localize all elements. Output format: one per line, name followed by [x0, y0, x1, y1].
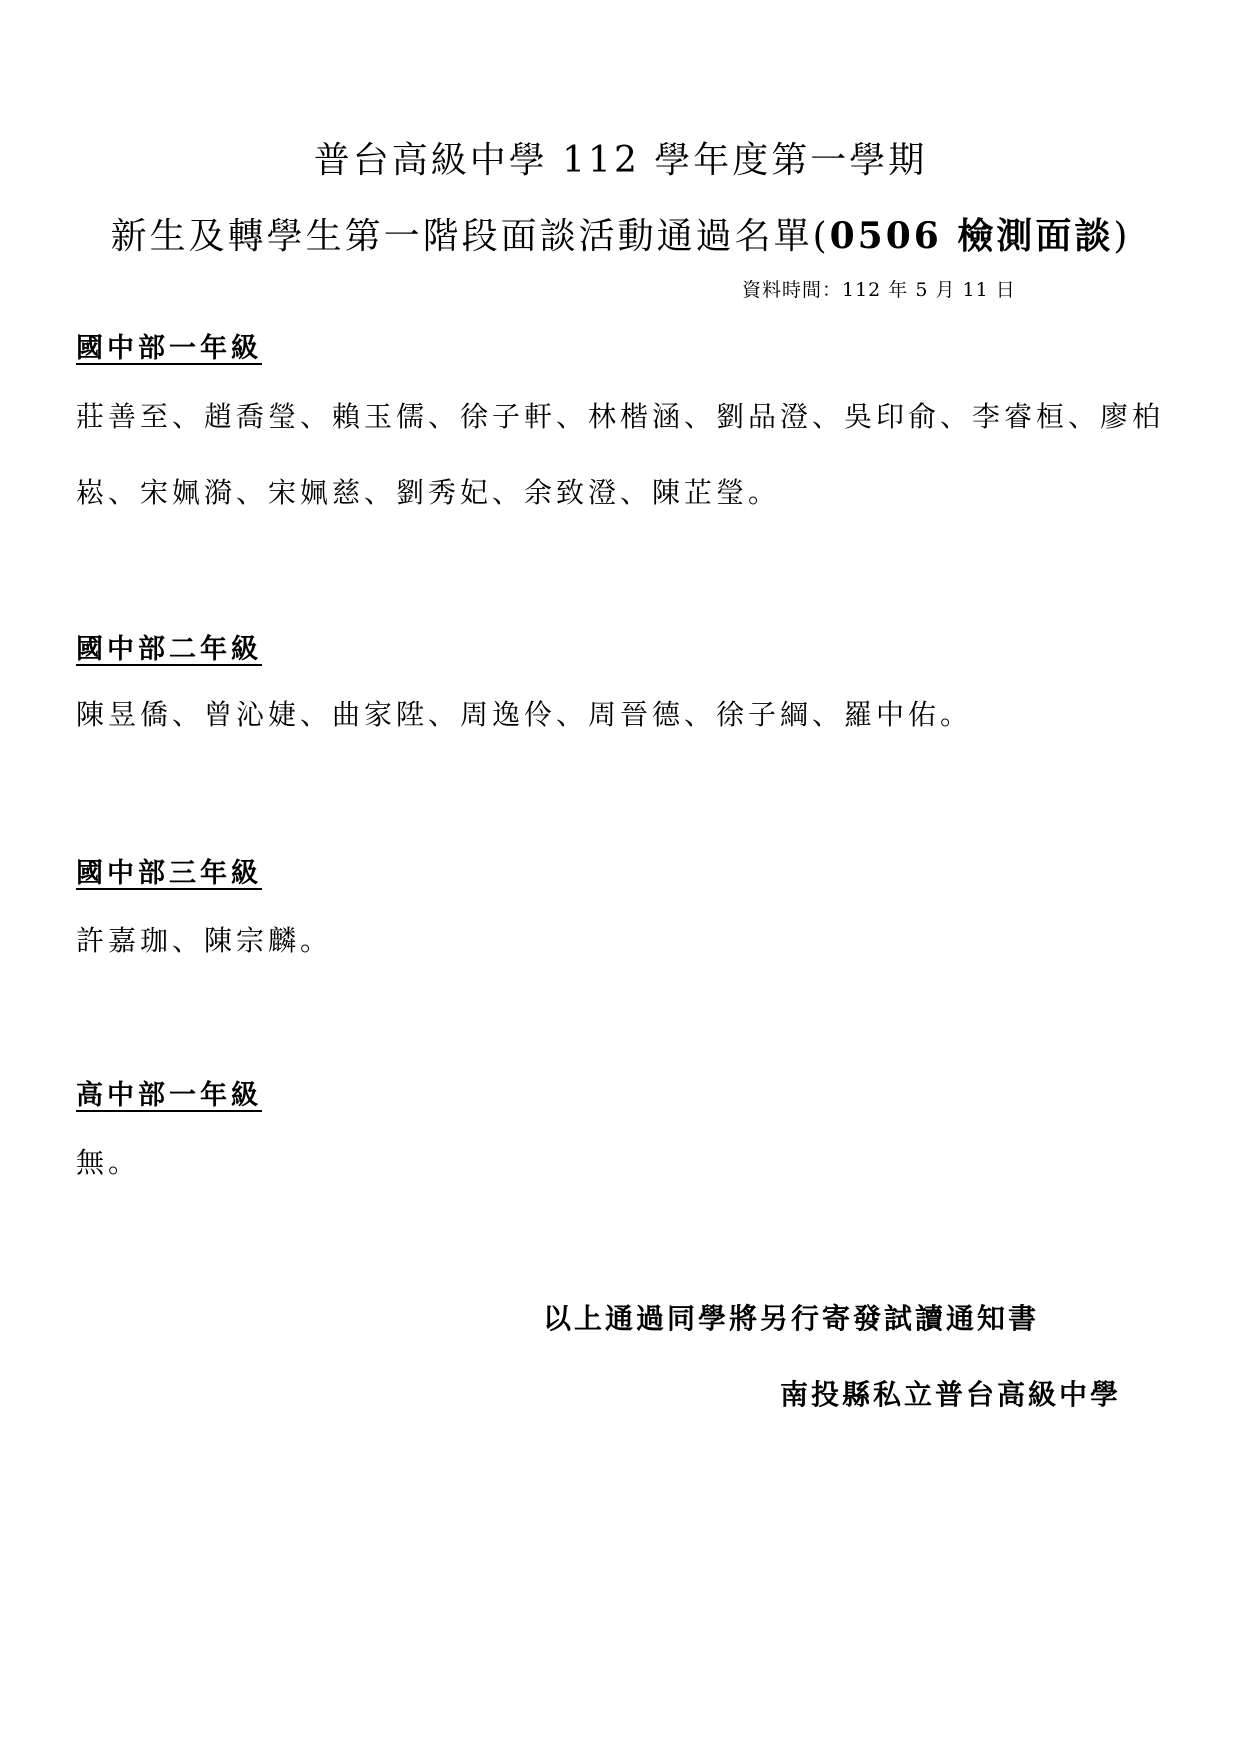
document-subtitle	[0, 208, 1241, 259]
subtitle-close: )	[1113, 216, 1131, 257]
closing-note: 以上通過同學將另行寄發試讀通知書	[543, 1302, 1040, 1335]
section-heading-junior-grade-3: 國中部三年級	[76, 858, 262, 889]
subtitle-main: 新生及轉學生第一階段面談活動通過名單(	[110, 216, 830, 257]
section-heading-senior-grade-1: 高中部一年級	[76, 1080, 262, 1111]
school-signature: 南投縣私立普台高級中學	[780, 1378, 1122, 1411]
data-timestamp: 資料時間：112 年 5 月 11 日	[742, 279, 1016, 301]
name-list-senior-grade-1: 無。	[76, 1146, 141, 1179]
section-heading-junior-grade-2: 國中部二年級	[76, 634, 262, 665]
section-heading-junior-grade-1: 國中部一年級	[76, 333, 262, 364]
subtitle-session: 0506 檢測面談	[829, 215, 1114, 257]
name-list-junior-grade-1: 莊善至、趙喬瑩、賴玉儒、徐子軒、林楷涵、劉品澄、吳印俞、李睿桓、廖柏崧、宋姵漪、宋姵慈、劉秀妃、余致澄、陳芷瑩。	[76, 400, 1165, 509]
document-title: 普台高級中學 112 學年度第一學期	[313, 140, 928, 181]
name-list-junior-grade-2: 陳昱僑、曾沁婕、曲家陞、周逸伶、周晉德、徐子綱、羅中佑。	[76, 698, 973, 731]
name-list-junior-grade-3: 許嘉珈、陳宗麟。	[76, 924, 333, 957]
